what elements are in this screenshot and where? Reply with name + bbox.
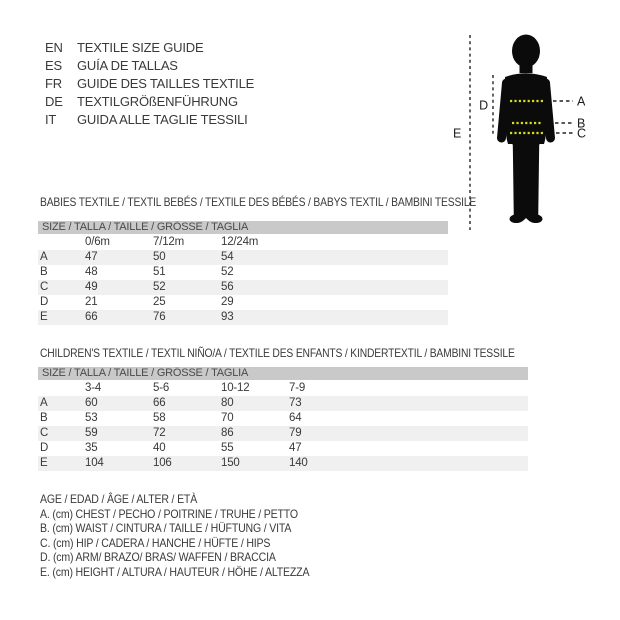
row-label-cell: C	[38, 426, 83, 441]
value-cell: 64	[289, 412, 302, 424]
value-cell: 58	[153, 412, 166, 424]
value-cell: 50	[151, 250, 219, 265]
size-table-grid	[38, 367, 528, 471]
corner-cell	[38, 380, 83, 396]
value-cell: 35	[85, 442, 98, 454]
filler-cell	[355, 441, 528, 456]
babies-section-title-text: BABIES TEXTILE / TEXTIL BEBÉS / TEXTILE DES BÉBÉS / BABYS TEXTIL / BAMBINI TESSILE	[40, 195, 477, 209]
filler-cell	[287, 280, 448, 295]
measure-label-a: A	[577, 94, 586, 109]
value-cell: 48	[85, 266, 98, 278]
language-row	[45, 111, 254, 129]
row-label-cell: A	[38, 396, 83, 411]
row-label-cell: D	[40, 296, 49, 308]
column-header-cell: 10-12	[221, 382, 250, 394]
babies-section-title	[40, 195, 547, 209]
size-header-row	[38, 367, 528, 380]
value-cell: 52	[151, 280, 219, 295]
filler-cell	[287, 265, 448, 280]
value-cell: 56	[219, 280, 287, 295]
value-cell: 21	[85, 296, 98, 308]
value-cell: 72	[151, 426, 219, 441]
column-header-cell: 5-6	[153, 382, 170, 394]
filler-cell	[355, 411, 528, 426]
size-header-cell: SIZE / TALLA / TAILLE / GRÖSSE / TAGLIA	[38, 367, 528, 380]
legend-item: A. (cm) CHEST / PECHO / POITRINE / TRUHE / PETTO	[40, 506, 298, 521]
value-cell: 49	[83, 280, 151, 295]
language-code: EN	[45, 40, 63, 55]
language-label: GUÍA DE TALLAS	[77, 58, 178, 73]
table-row	[38, 295, 448, 310]
language-code: FR	[45, 76, 62, 91]
age-legend-line: AGE / EDAD / ÂGE / ALTER / ETÀ	[40, 492, 198, 506]
legend-item: C. (cm) HIP / CADERA / HANCHE / HÜFTE / HIPS	[40, 535, 271, 550]
row-label-cell: A	[38, 250, 83, 265]
measure-label-e: E	[453, 126, 462, 141]
value-cell: 66	[151, 396, 219, 411]
column-header-row	[38, 380, 528, 396]
filler-cell	[355, 426, 528, 441]
legend-item: E. (cm) HEIGHT / ALTURA / HAUTEUR / HÖHE / ALTEZZA	[40, 564, 310, 579]
value-cell: 150	[219, 456, 287, 471]
filler-cell	[287, 310, 448, 325]
value-cell: 104	[83, 456, 151, 471]
language-code: ES	[45, 58, 62, 73]
filler-cell	[287, 250, 448, 265]
column-header-cell: 3-4	[85, 382, 102, 394]
size-header-row	[38, 221, 448, 234]
language-code: IT	[45, 112, 57, 127]
value-cell: 106	[151, 456, 219, 471]
measure-label-d: D	[479, 98, 488, 113]
table-row	[38, 265, 448, 280]
children-section-title-text: CHILDREN'S TEXTILE / TEXTIL NIÑO/A / TEXTILE DES ENFANTS / KINDERTEXTIL / BAMBINI TESSILE	[40, 346, 515, 360]
table-row	[38, 441, 528, 456]
value-cell: 51	[153, 266, 166, 278]
legend-items	[40, 507, 346, 580]
language-list	[45, 39, 254, 129]
value-cell: 93	[219, 310, 287, 325]
language-label: TEXTILE SIZE GUIDE	[77, 40, 204, 55]
language-row	[45, 57, 254, 75]
value-cell: 66	[83, 310, 151, 325]
column-header-cell: 7-9	[289, 382, 306, 394]
children-section-title	[40, 346, 592, 360]
column-header-row	[38, 234, 448, 250]
filler-cell	[287, 234, 448, 250]
legend-item: D. (cm) ARM/ BRAZO/ BRAS/ WAFFEN / BRACCIA	[40, 550, 276, 565]
value-cell: 55	[221, 442, 234, 454]
language-label: GUIDE DES TAILLES TEXTILE	[77, 76, 255, 91]
value-cell: 86	[219, 426, 287, 441]
filler-cell	[287, 295, 448, 310]
value-cell: 76	[151, 310, 219, 325]
value-cell: 40	[153, 442, 166, 454]
filler-cell	[355, 396, 528, 411]
value-cell: 59	[83, 426, 151, 441]
row-label-cell: E	[38, 456, 83, 471]
table-row	[38, 396, 528, 411]
size-table-grid	[38, 221, 448, 325]
row-label-cell: C	[38, 280, 83, 295]
language-row	[45, 75, 254, 93]
row-label-cell: E	[38, 310, 83, 325]
column-header-cell: 7/12m	[153, 236, 184, 248]
size-header-cell: SIZE / TALLA / TAILLE / GRÖSSE / TAGLIA	[38, 221, 448, 234]
row-label-cell: B	[40, 412, 48, 424]
measure-label-b: B	[577, 116, 586, 131]
value-cell: 60	[83, 396, 151, 411]
value-cell: 52	[221, 266, 234, 278]
legend-item: B. (cm) WAIST / CINTURA / TAILLE / HÜFTUNG / VITA	[40, 521, 292, 536]
column-header-cell: 0/6m	[85, 236, 110, 248]
value-cell: 70	[221, 412, 234, 424]
value-cell: 140	[287, 456, 355, 471]
corner-cell	[38, 234, 83, 250]
column-header-cell: 12/24m	[221, 236, 259, 248]
value-cell: 80	[219, 396, 287, 411]
table-row	[38, 280, 448, 295]
language-row	[45, 39, 254, 57]
value-cell: 53	[85, 412, 98, 424]
table-row	[38, 426, 528, 441]
row-label-cell: B	[40, 266, 48, 278]
table-row	[38, 250, 448, 265]
filler-cell	[355, 380, 528, 396]
children-size-table	[38, 367, 528, 471]
value-cell: 54	[219, 250, 287, 265]
value-cell: 47	[83, 250, 151, 265]
babies-size-table	[38, 221, 448, 325]
language-row	[45, 93, 254, 111]
row-label-cell: D	[40, 442, 49, 454]
language-label: GUIDA ALLE TAGLIE TESSILI	[77, 112, 248, 127]
table-row	[38, 456, 528, 471]
table-row	[38, 411, 528, 426]
language-code: DE	[45, 94, 63, 109]
value-cell: 79	[287, 426, 355, 441]
value-cell: 25	[153, 296, 166, 308]
measure-label-c: C	[577, 126, 586, 141]
filler-cell	[355, 456, 528, 471]
value-cell: 29	[221, 296, 234, 308]
value-cell: 47	[289, 442, 302, 454]
value-cell: 73	[287, 396, 355, 411]
measurement-legend	[40, 492, 346, 580]
language-label: TEXTILGRÖßENFÜHRUNG	[77, 94, 238, 109]
table-row	[38, 310, 448, 325]
